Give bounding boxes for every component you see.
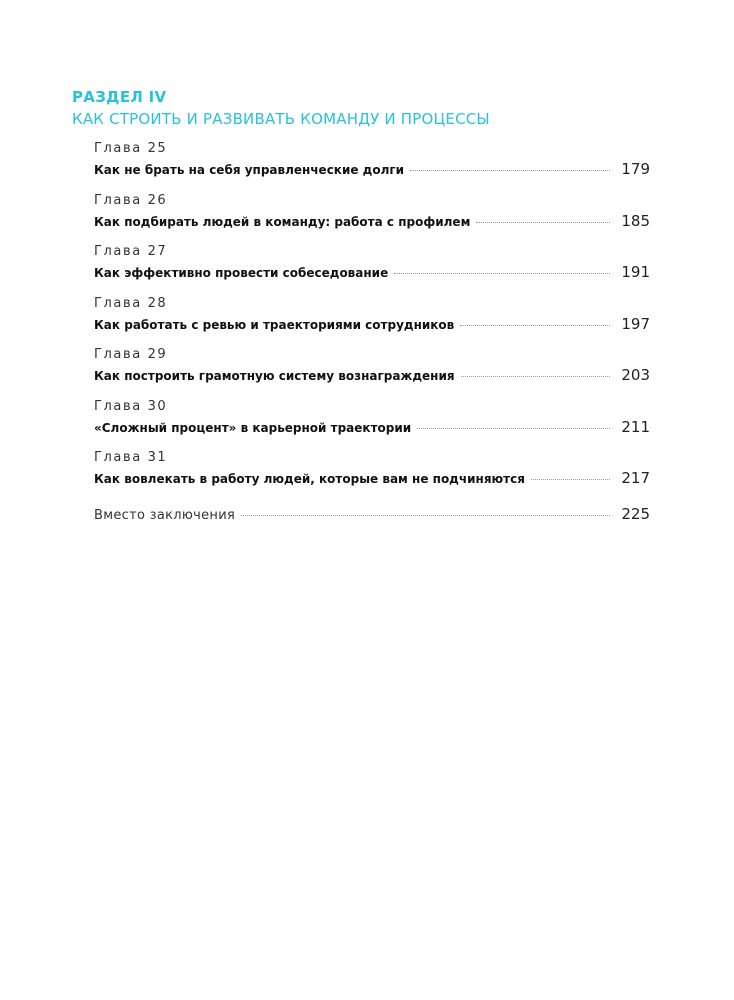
toc-entry-line <box>94 467 650 489</box>
toc-chapter-31[interactable] <box>94 449 650 501</box>
toc-entry-line <box>94 210 650 232</box>
page-number: 225 <box>621 504 650 523</box>
chapter-number: Глава 26 <box>94 192 168 208</box>
dot-leader <box>461 376 610 377</box>
page-number: 179 <box>621 160 650 178</box>
chapter-number: Глава 27 <box>94 244 168 259</box>
toc-entry-line <box>94 158 650 180</box>
page-number: 217 <box>621 469 650 487</box>
toc-chapter-25[interactable] <box>94 140 650 192</box>
dot-leader <box>394 273 610 274</box>
toc-chapter-30[interactable] <box>94 398 650 450</box>
chapter-title: Как построить грамотную систему вознаграждения <box>94 369 455 383</box>
dot-leader <box>460 325 610 326</box>
toc-entry-line <box>94 416 650 438</box>
page-number: 185 <box>621 211 650 230</box>
toc-entry-line <box>94 313 650 335</box>
chapter-number: Глава 30 <box>94 398 168 414</box>
page-number: 203 <box>621 366 650 384</box>
chapter-title: «Сложный процент» в карьерной траектории <box>94 420 412 435</box>
section-heading <box>72 86 672 130</box>
toc-chapter-29[interactable] <box>94 346 650 398</box>
section-label: РАЗДЕЛ IV <box>72 88 167 106</box>
toc-chapter-27[interactable] <box>94 243 650 295</box>
dot-leader <box>410 170 610 171</box>
chapter-title: Как работать с ревью и траекториями сотрудников <box>94 317 455 332</box>
chapter-title: Как подбирать людей в команду: работа с профилем <box>94 214 471 229</box>
toc-chapter-28[interactable] <box>94 295 650 347</box>
toc-chapter-26[interactable] <box>94 192 650 244</box>
page-number: 197 <box>621 314 650 333</box>
toc-conclusion[interactable] <box>94 503 650 525</box>
dot-leader <box>531 479 610 480</box>
chapter-number: Глава 28 <box>94 295 168 311</box>
section-title: КАК СТРОИТЬ И РАЗВИВАТЬ КОМАНДУ И ПРОЦЕССЫ <box>72 110 490 128</box>
chapter-number: Глава 25 <box>94 141 168 156</box>
toc-entry-line <box>94 364 650 386</box>
dot-leader <box>417 428 610 429</box>
chapter-number: Глава 31 <box>94 450 168 465</box>
page-number: 211 <box>621 417 650 436</box>
chapter-title: Как вовлекать в работу людей, которые вам не подчиняются <box>94 472 525 486</box>
chapter-title: Как не брать на себя управленческие долги <box>94 163 405 177</box>
toc-entry-line <box>94 261 650 283</box>
chapter-title: Как эффективно провести собеседование <box>94 266 389 280</box>
conclusion-title: Вместо заключения <box>94 507 236 523</box>
page-number: 191 <box>621 263 650 281</box>
dot-leader <box>241 515 610 516</box>
dot-leader <box>476 222 610 223</box>
chapter-number: Глава 29 <box>94 347 168 362</box>
table-of-contents <box>94 140 650 525</box>
